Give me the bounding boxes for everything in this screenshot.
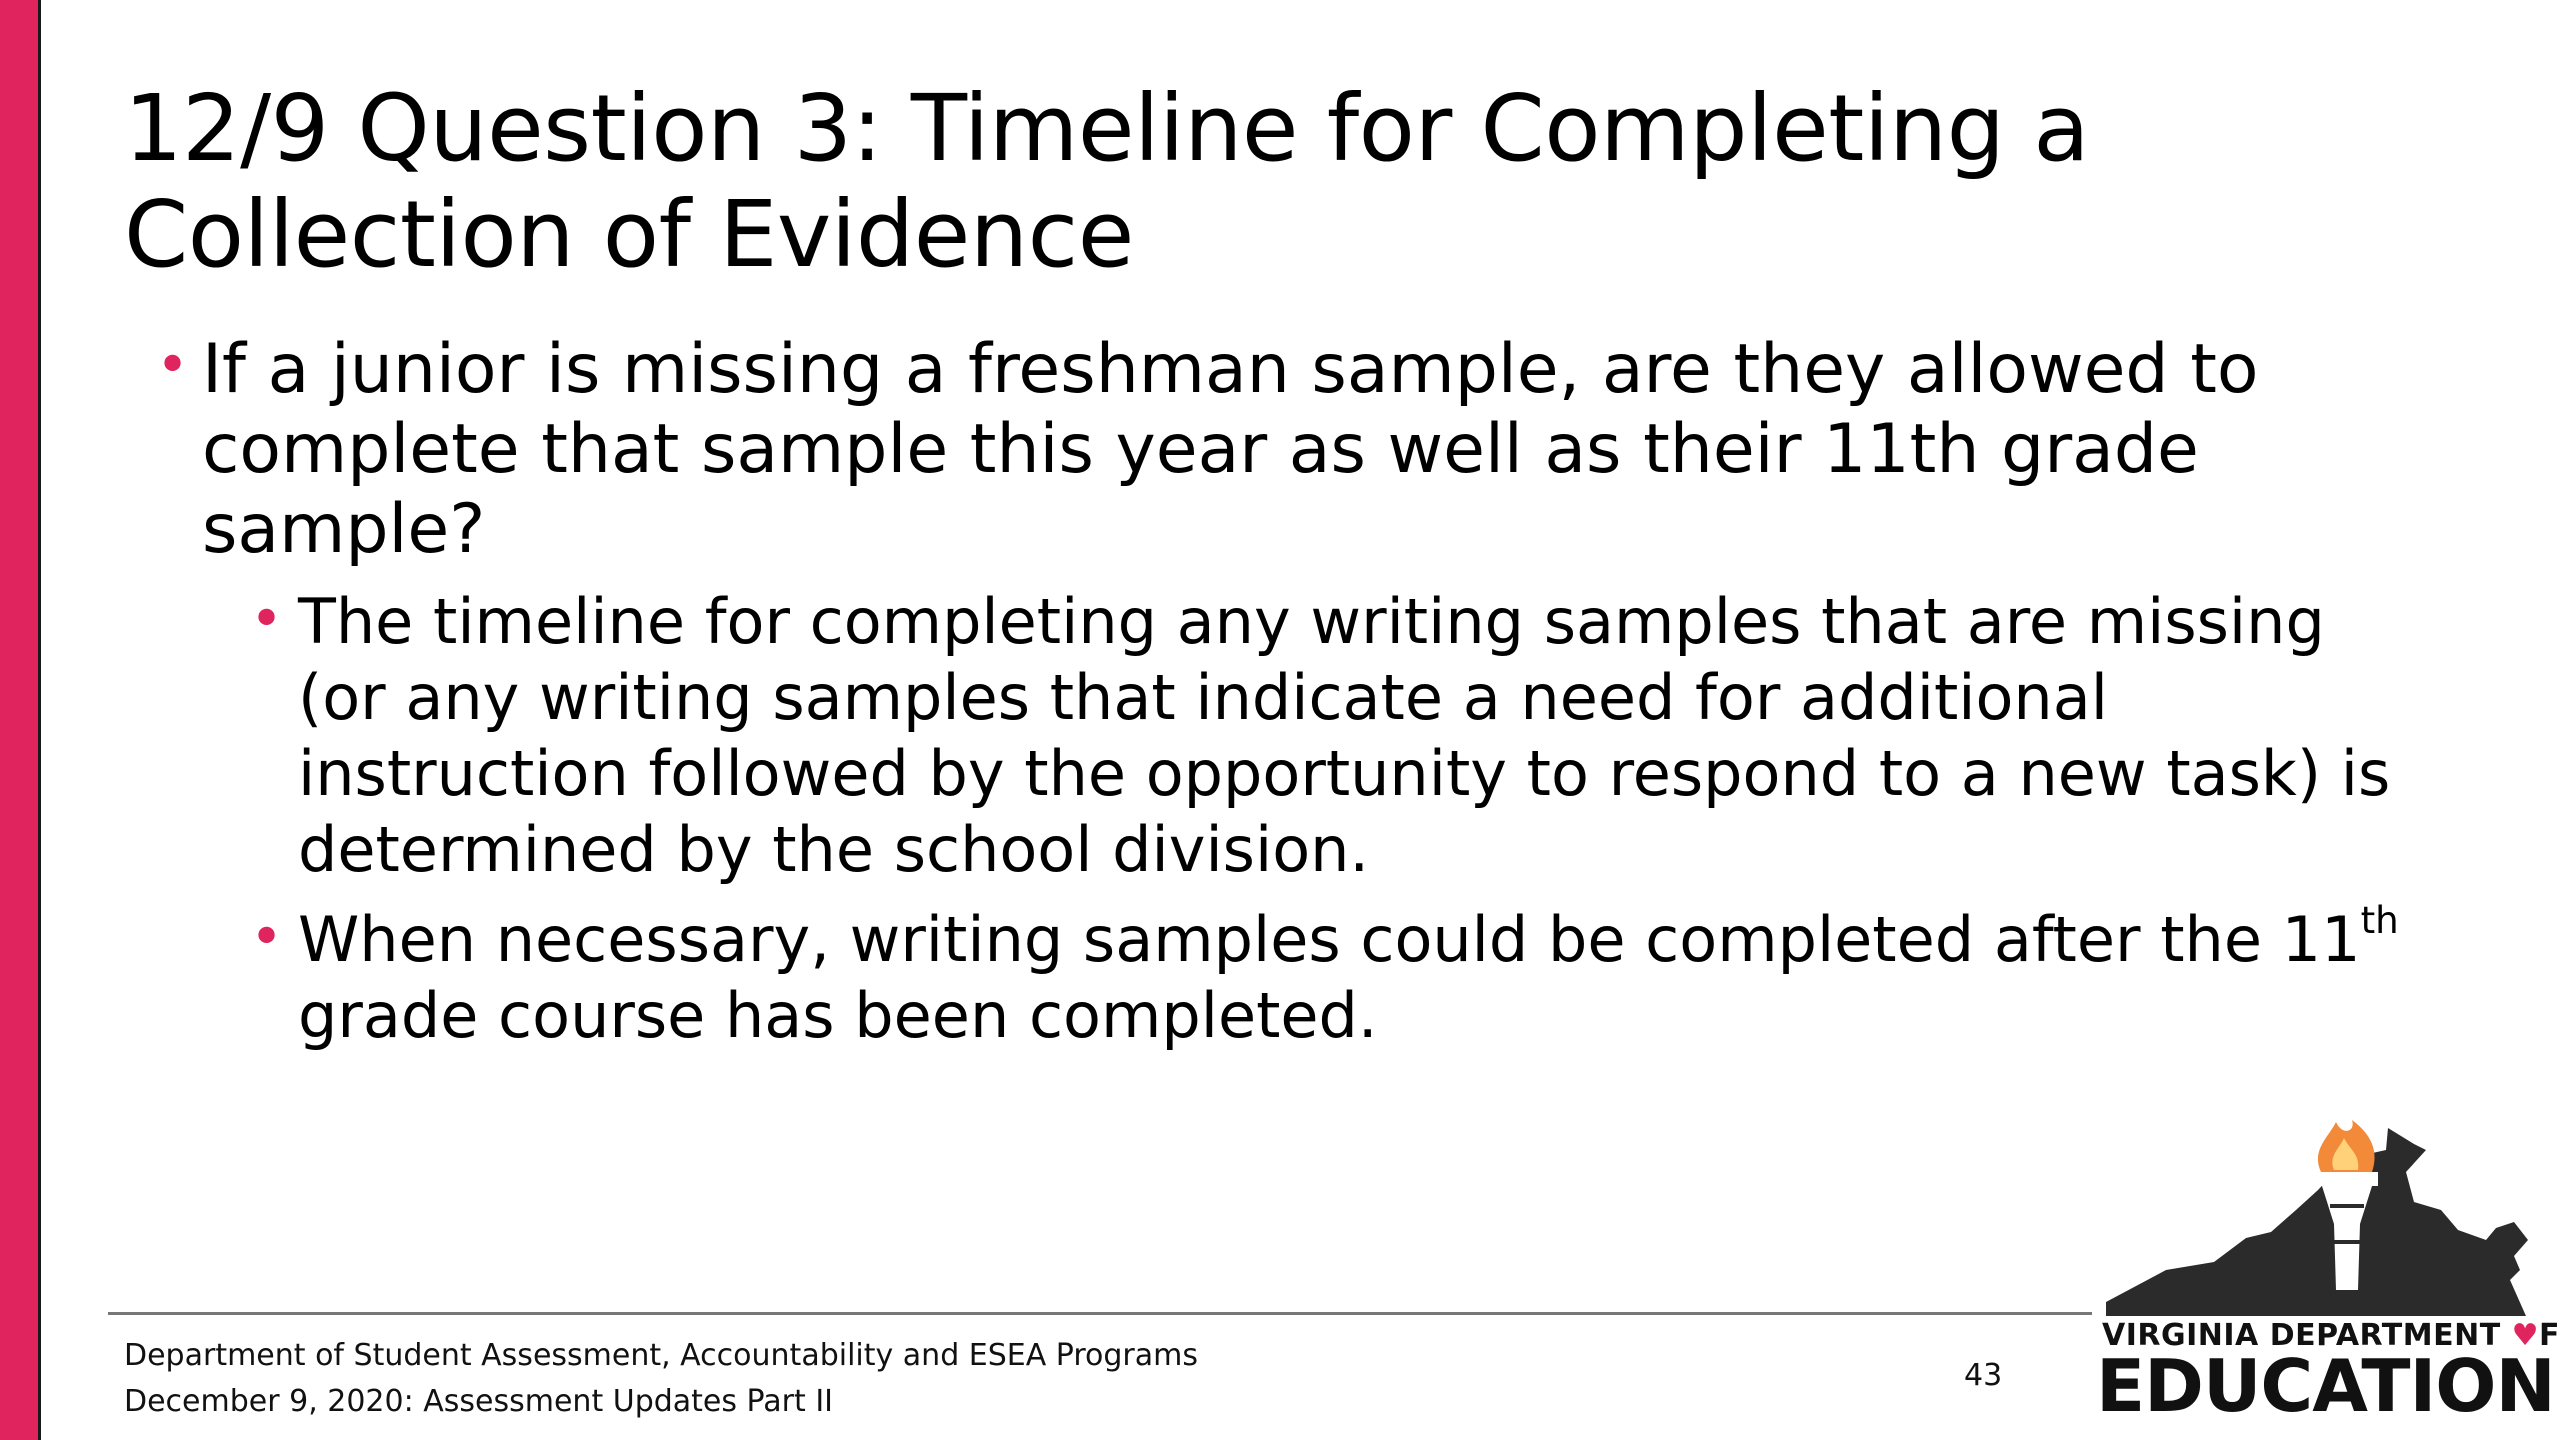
bullet-level2 [150,584,2430,888]
bullet-text: If a junior is missing a freshman sample, are they allowed to complete that sample this year as well as their 11th grade sample? [202,330,2259,569]
bullet-dot-icon: • [250,587,284,652]
bullet-text: The timeline for completing any writing samples that are missing (or any writing samples that indicate a need for additional instruction followed by the opportunity to respond to a new task) is determined by the school division. [298,585,2391,886]
bullet-level2 [150,898,2430,1054]
bullet-level1 [150,330,2430,570]
slide-body [150,330,2430,1054]
left-accent-bar [0,0,38,1440]
heart-icon: ♥ [2511,1318,2540,1353]
virginia-state-shape [2106,1128,2528,1316]
bullet-text [298,898,2399,1052]
logo-top-text: VIRGINIA DEPARTMENT ♥F [2102,1318,2560,1353]
footer-divider [108,1312,2092,1315]
bullet-text-part: grade course has been completed. [298,979,1378,1052]
bullet-text-part: When necessary, writing samples could be completed after the 11 [298,903,2361,976]
ordinal-superscript: th [2360,898,2399,943]
logo-bottom-text: EDUCATION [2096,1344,2555,1428]
footer-presentation: December 9, 2020: Assessment Updates Part II [124,1384,834,1419]
page-number: 43 [1964,1358,2003,1393]
footer-department: Department of Student Assessment, Accountability and ESEA Programs [124,1338,1198,1373]
slide-title: 12/9 Question 3: Timeline for Completing a Collection of Evidence [124,75,2090,288]
bullet-dot-icon: • [250,905,284,970]
bullet-dot-icon: • [156,333,190,398]
